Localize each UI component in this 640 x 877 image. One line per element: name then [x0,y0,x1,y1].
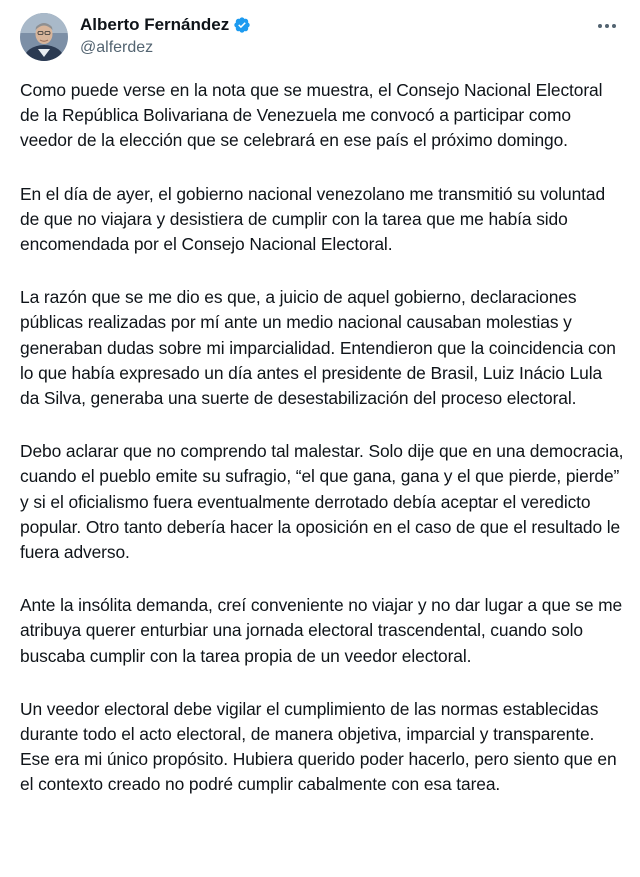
profile-photo-icon [20,13,68,61]
tweet-paragraph: La razón que se me dio es que, a juicio de aquel gobierno, declaraciones públicas realizadas por mí ante un medio nacional causaban molestias y generaban dudas sobre mi imparcialidad. Entendieron que la coincidencia con lo que había expresado un día antes el presidente de Brasil, Luiz Inácio Lula da Silva, generaba una suerte de desestabilización del proceso electoral. [20,287,616,409]
tweet-paragraph: En el día de ayer, el gobierno nacional venezolano me transmitió su voluntad de que no viajara y desistiera de cumplir con la tarea que me había sido encomendada por el Consejo Nacional Electoral. [20,183,606,255]
verified-badge-icon [233,16,251,34]
author-display-name[interactable]: Alberto Fernández [80,15,230,34]
more-horizontal-icon-dot [612,24,616,28]
more-options-button[interactable] [590,15,624,37]
tweet-paragraph: Ante la insólita demanda, creí conveniente no viajar y no dar lugar a que se me atribuya querer enturbiar una jornada electoral trascendental, cuando solo buscaba cumplir con la tarea propia de un veedor electoral. [20,595,623,666]
more-horizontal-icon-dot [605,24,609,28]
author-identity [80,11,251,59]
tweet-paragraph: Un veedor electoral debe vigilar el cumplimiento de las normas establecidas durante todo el acto electoral, de manera objetiva, imparcial y transparente. Ese era mi único propósito. Hubiera querido poder hacerlo, pero siento que en el contexto creado no podré cumplir cabalmente con esa tarea. [20,698,617,795]
tweet-text [20,78,624,798]
tweet-paragraph: Como puede verse en la nota que se muestra, el Consejo Nacional Electoral de la República Bolivariana de Venezuela me convocó a participar como veedor de la elección que se celebrará en ese país el próximo domingo. [20,80,603,151]
tweet-paragraph: Debo aclarar que no comprendo tal malestar. Solo dije que en una democracia, cuando el pueblo emite su sufragio, “el que gana, gana y el que pierde, pierde” y si el oficialismo fuera eventualmente derrotado debía aceptar el veredicto popular. Otro tanto debería hacer la oposición en el caso de que el resultado le fuera adverso. [20,441,624,563]
more-horizontal-icon [598,24,602,28]
avatar[interactable] [20,13,68,61]
tweet-header [20,11,624,69]
author-handle[interactable]: @alferdez [80,39,154,56]
name-row [80,14,251,36]
